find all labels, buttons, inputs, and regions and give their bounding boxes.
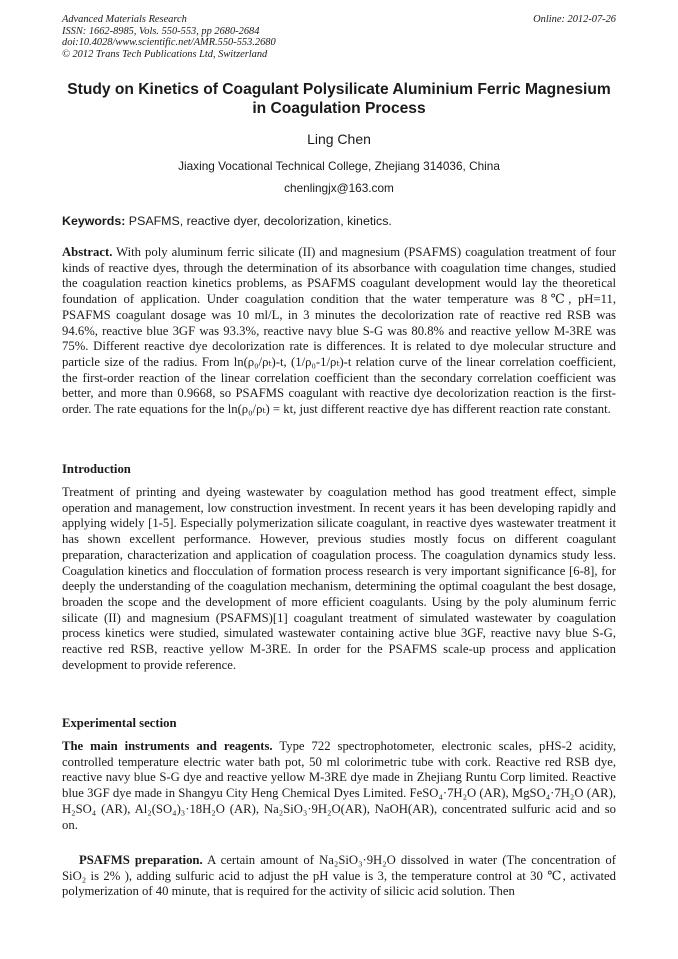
preparation-text: A certain amount of Na₂SiO₃·9H₂O dissolved in water (The concentration of SiO₂ is 2% ), adding sulfuric acid to adjust the pH value is 3, the temperature control at 30 ℃, activated polymerization of 40 minute, that is required for the activity of silicic acid solution. Then xyxy=(62,853,616,899)
abstract-label: Abstract. xyxy=(62,245,113,259)
preparation-paragraph xyxy=(62,853,616,900)
instruments-paragraph xyxy=(62,739,616,833)
preparation-label: PSAFMS preparation. xyxy=(79,853,203,867)
doi-line: doi:10.4028/www.scientific.net/AMR.550-553.2680 xyxy=(62,37,276,48)
online-date: Online: 2012-07-26 xyxy=(533,14,616,25)
paper-title: Study on Kinetics of Coagulant Polysilicate Aluminium Ferric Magnesium in Coagulation Process xyxy=(67,81,611,117)
author-email: chenlingjx@163.com xyxy=(284,181,394,195)
instruments-text: Type 722 spectrophotometer, electronic scales, pHS-2 acidity, controlled temperature electric water bath pot, 50 ml colorimetric tube with cork. Reactive red RSB dye, reactive navy blue S-G dye and reactive yellow M-3RE dye made in Zhejiang Runtu Corp limited. Reactive blue 3GF dye made in Shangyu City Heng Chemical Dyes Limited. FeSO₄·7H₂O (AR), MgSO₄·7H₂O (AR), H₂SO₄ (AR), Al₂(SO₄)₃·18H₂O (AR), Na₂SiO₃·9H₂O(AR), NaOH(AR), concentrated sulfuric acid and so on. xyxy=(62,739,616,832)
keywords-label: Keywords: xyxy=(62,214,126,228)
abstract-text: With poly aluminum ferric silicate (II) and magnesium (PSAFMS) coagulation treatment of four kinds of reactive dyes, through the determination of its absorbance with coagulation time changes, studied the coagulation reaction kinetics problems, as PSAFMS coagulant development would lay the theoretical foundation of application. Under coagulation condition that the water temperature was 8℃, pH=11, PSAFMS coagulant dosage was 10 ml/L, in 3 minutes the decolorization rate of reactive red RSB was 94.6%, reactive blue 3GF was 93.3%, reactive navy blue S-G was 80.8% and reactive yellow M-3RE was 75%. Different reactive dye decolorization rate is differences. It is related to dye molecular structure and particle size of the radius. From ln(ρ₀/ρₜ)-t, (1/ρ₀-1/ρₜ)-t relation curve of the linear correlation coefficient, the first-order reaction of the linear correlation coefficient than the secondary correlation coefficient was better, and more than 0.9668, so PSAFMS coagulant with reactive dye decolorization reaction is the first-order. The rate equations for the ln(ρ₀/ρₜ) = kt, just different reactive dye has different reaction rate constant. xyxy=(62,245,616,417)
introduction-heading: Introduction xyxy=(62,462,131,476)
instruments-label: The main instruments and reagents. xyxy=(62,739,273,753)
issn-line: ISSN: 1662-8985, Vols. 550-553, pp 2680-2684 xyxy=(62,25,260,37)
abstract xyxy=(62,245,616,418)
author-name: Ling Chen xyxy=(307,131,371,147)
experimental-heading: Experimental section xyxy=(62,716,177,730)
keywords xyxy=(62,214,622,228)
keywords-text: PSAFMS, reactive dyer, decolorization, kinetics. xyxy=(125,214,392,228)
copyright-line: © 2012 Trans Tech Publications Ltd, Switzerland xyxy=(62,48,268,60)
journal-header xyxy=(62,14,276,60)
affiliation: Jiaxing Vocational Technical College, Zhejiang 314036, China xyxy=(178,159,500,173)
introduction-text: Treatment of printing and dyeing wastewater by coagulation method has good treatment effect, simple operation and management, low construction investment. In recent years it has been developing rapidly and applying widely [1-5]. Especially polymerization silicate coagulant, in reactive dyes wastewater treatment it has shown excellent performance. However, previous studies mostly focus on different coagulant preparation, characterization and application of coagulation process. The coagulation dynamics study less. Coagulation kinetics and flocculation of formation process research is very important significance [6-8], for deeply the understanding of the coagulation mechanism, determining the optimal coagulant the best dosage, broaden the scope and the development of more efficient coagulants. Using by the poly aluminum ferric silicate (II) and magnesium (PSAFMS)[1] coagulant treatment of simulated wastewater by coagulation process kinetics were studied, simulated wastewater containing active blue 3GF, reactive navy blue S-G, reactive red RSB, reactive yellow M-3RE. In order for the PSAFMS scale-up process and application development to provide reference. xyxy=(62,485,616,672)
journal-name: Advanced Materials Research xyxy=(62,14,187,25)
